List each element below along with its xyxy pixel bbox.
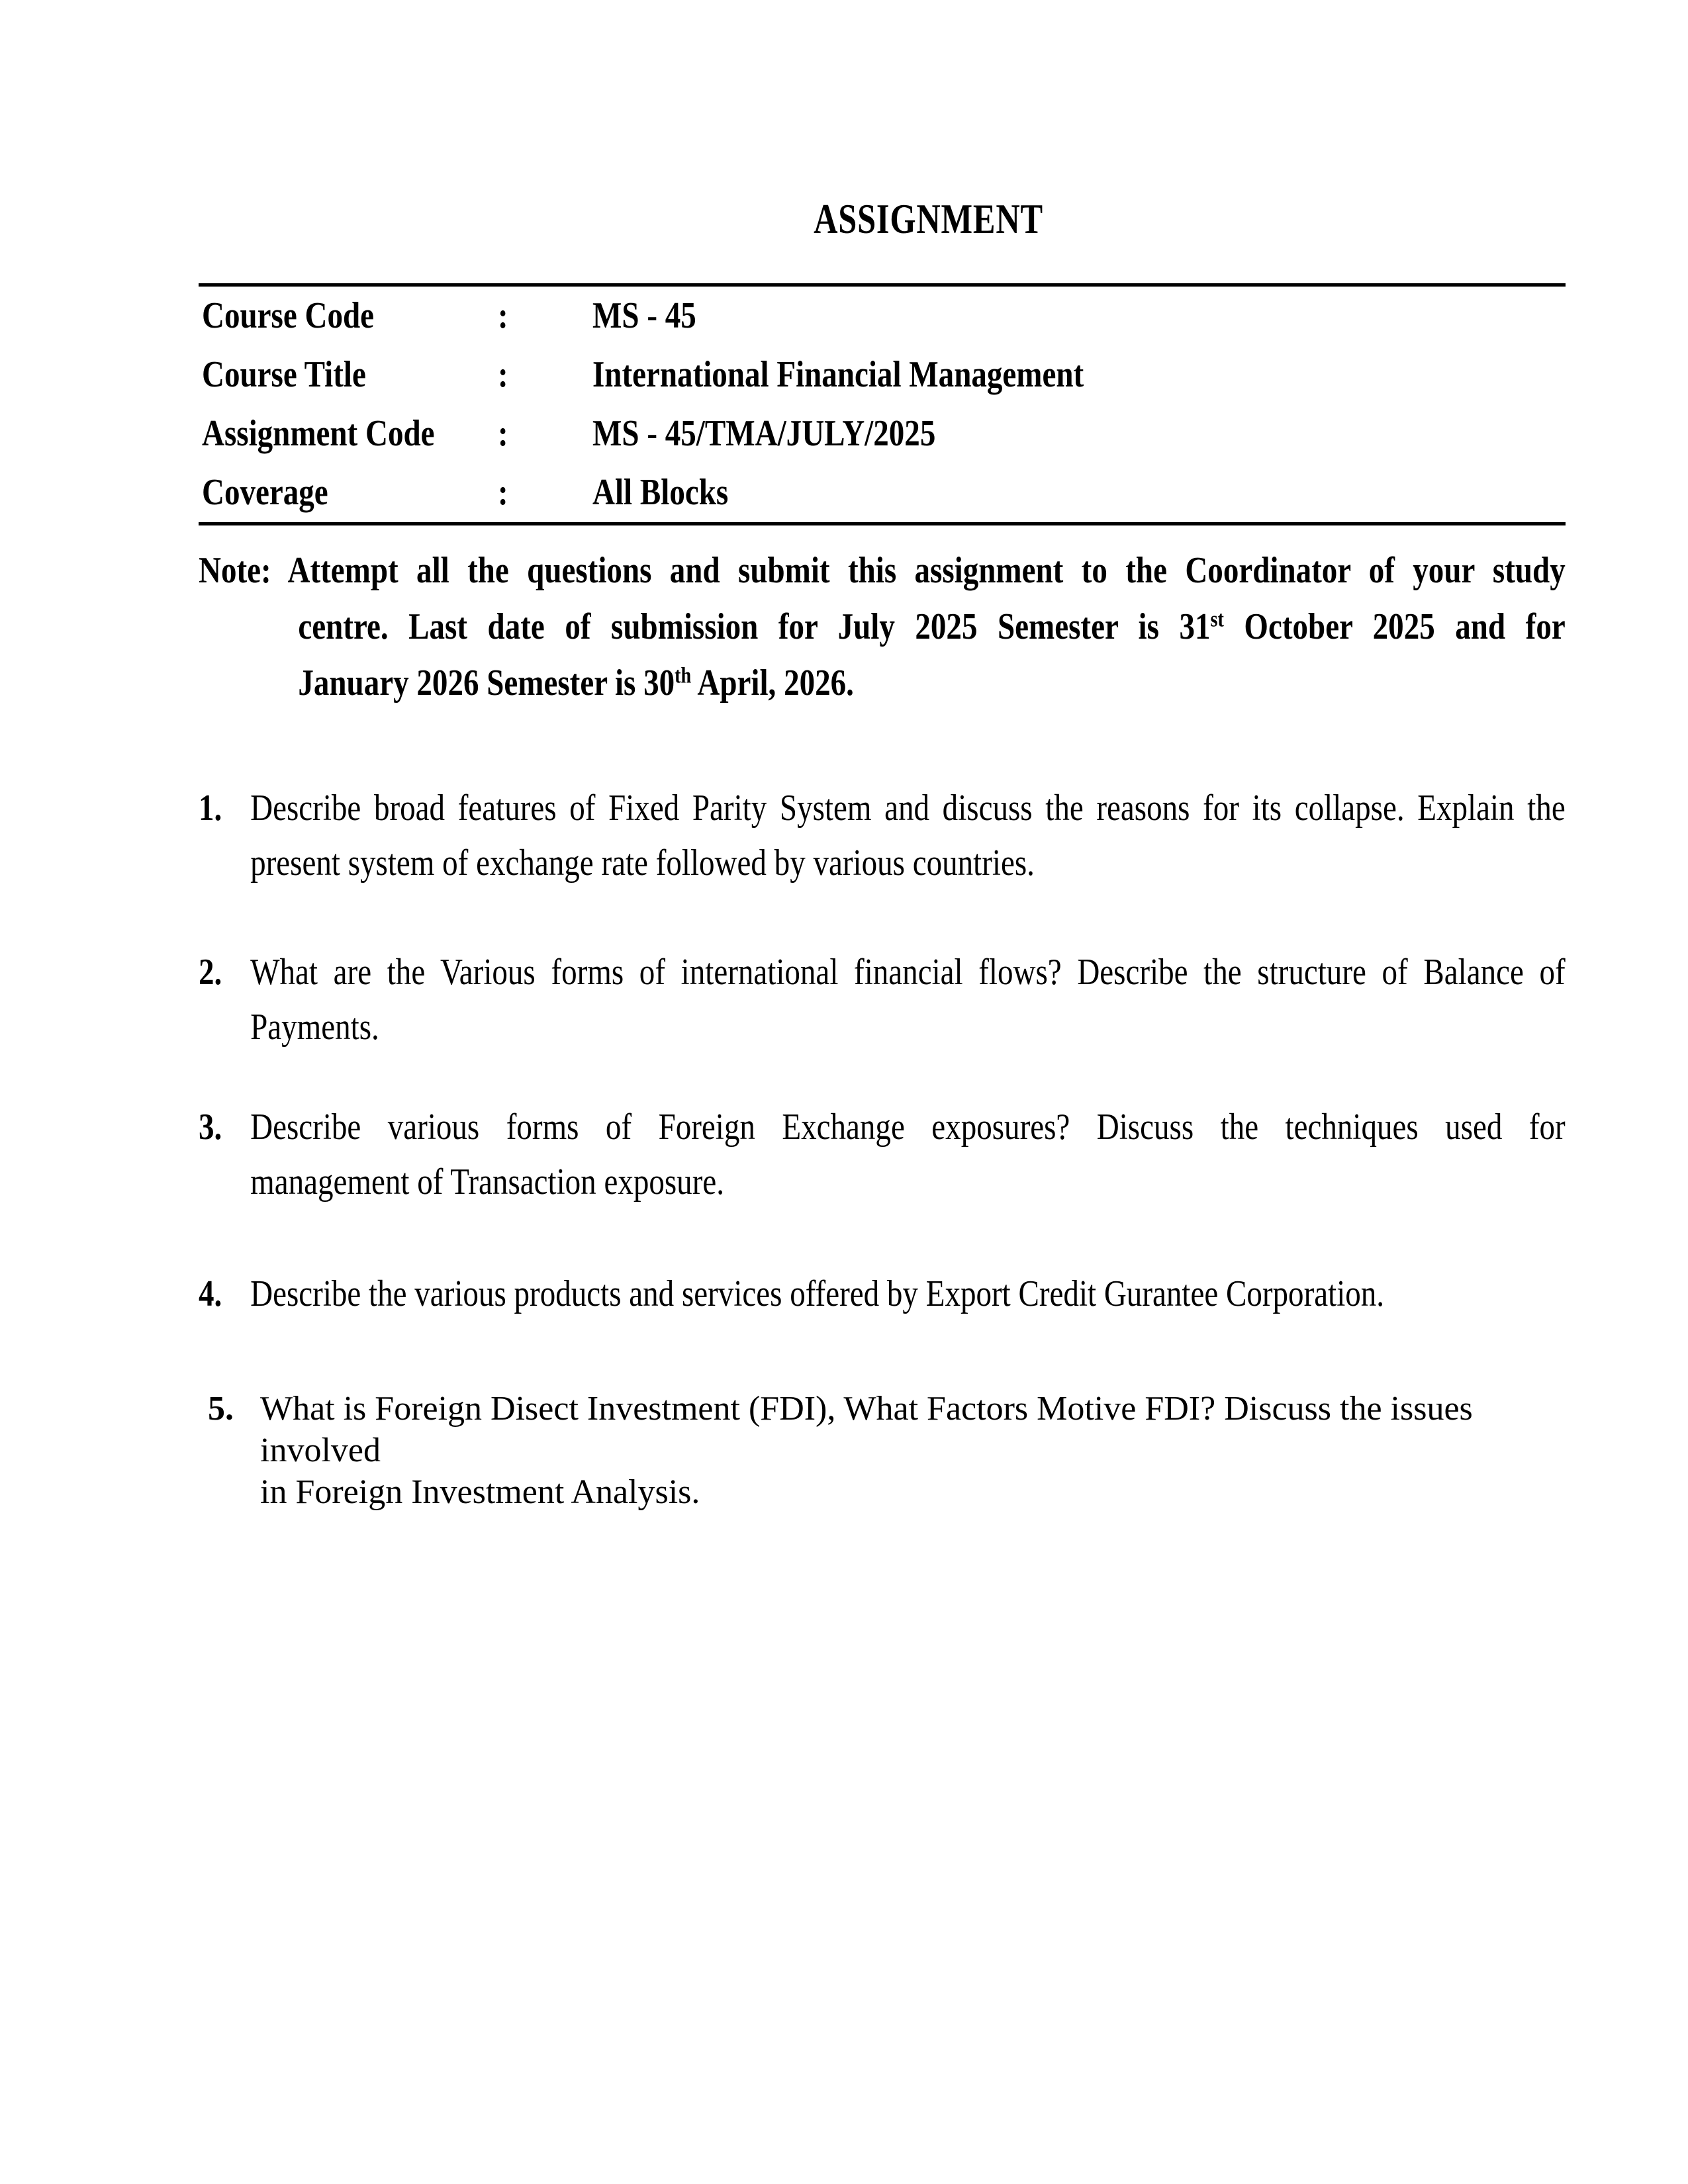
- question-text: [250, 1100, 1566, 1210]
- note-line: [199, 599, 1566, 655]
- question-line: What are the Various forms of international financial flows? Describe the structure of Balance of: [250, 952, 1566, 993]
- question-line: What is Foreign Disect Investment (FDI), What Factors Motive FDI? Discuss the issues involved: [260, 1390, 1473, 1469]
- info-label: Coverage: [202, 472, 328, 513]
- question-line: present system of exchange rate followed by various countries.: [250, 842, 1035, 884]
- superscript-ordinal: th: [675, 663, 692, 688]
- question-text: [260, 1388, 1566, 1513]
- info-row-assignment-code: [199, 404, 1566, 463]
- info-row-course-code: [199, 287, 1566, 345]
- note-text: January 2026 Semester is 30: [298, 662, 675, 704]
- question-text: [250, 781, 1566, 891]
- question-line: in Foreign Investment Analysis.: [260, 1473, 700, 1511]
- assignment-title: ASSIGNMENT: [814, 196, 1043, 242]
- question-text: [250, 945, 1566, 1055]
- superscript-ordinal: st: [1210, 607, 1224, 632]
- question-item-1: [199, 781, 1566, 891]
- info-value: International Financial Management: [592, 354, 1084, 395]
- note-line: [199, 655, 1566, 711]
- info-separator: :: [498, 295, 508, 336]
- question-line: Describe various forms of Foreign Exchange exposures? Discuss the techniques used for: [250, 1107, 1566, 1148]
- question-item-3: [199, 1100, 1566, 1210]
- note-text: October 2025 and for: [1223, 606, 1566, 647]
- page-content: [199, 0, 1566, 1513]
- question-number: 1.: [199, 788, 222, 829]
- question-line: Payments.: [250, 1007, 379, 1048]
- info-row-course-title: [199, 345, 1566, 404]
- note-text: centre. Last date of submission for July 2025 Semester is 31: [298, 606, 1211, 647]
- question-item-5: [199, 1388, 1566, 1513]
- info-value: MS - 45/TMA/JULY/2025: [592, 413, 936, 454]
- info-label: Course Code: [202, 295, 375, 336]
- question-item-4: [199, 1267, 1566, 1322]
- info-separator: :: [498, 354, 508, 395]
- info-label: Assignment Code: [202, 413, 435, 454]
- question-line: management of Transaction exposure.: [250, 1161, 725, 1203]
- info-separator: :: [498, 472, 508, 513]
- info-table: [199, 283, 1566, 525]
- question-number: 3.: [199, 1107, 222, 1148]
- question-number: 2.: [199, 952, 222, 993]
- info-row-coverage: [199, 463, 1566, 522]
- questions-list: [199, 781, 1566, 1513]
- info-value: MS - 45: [592, 295, 696, 336]
- question-line: Describe the various products and services offered by Export Credit Gurantee Corporation.: [250, 1273, 1385, 1314]
- question-number: 5.: [208, 1390, 234, 1428]
- info-label: Course Title: [202, 354, 366, 395]
- note-paragraph: [199, 543, 1566, 711]
- info-separator: :: [498, 413, 508, 454]
- question-number: 4.: [199, 1273, 222, 1314]
- question-line: Describe broad features of Fixed Parity System and discuss the reasons for its collapse. Explain the: [250, 788, 1566, 829]
- info-value: All Blocks: [592, 472, 729, 513]
- question-text: [250, 1267, 1566, 1322]
- note-line: Note: Attempt all the questions and submit this assignment to the Coordinator of your study: [199, 550, 1566, 591]
- question-item-2: [199, 945, 1566, 1055]
- note-text: April, 2026.: [691, 662, 854, 704]
